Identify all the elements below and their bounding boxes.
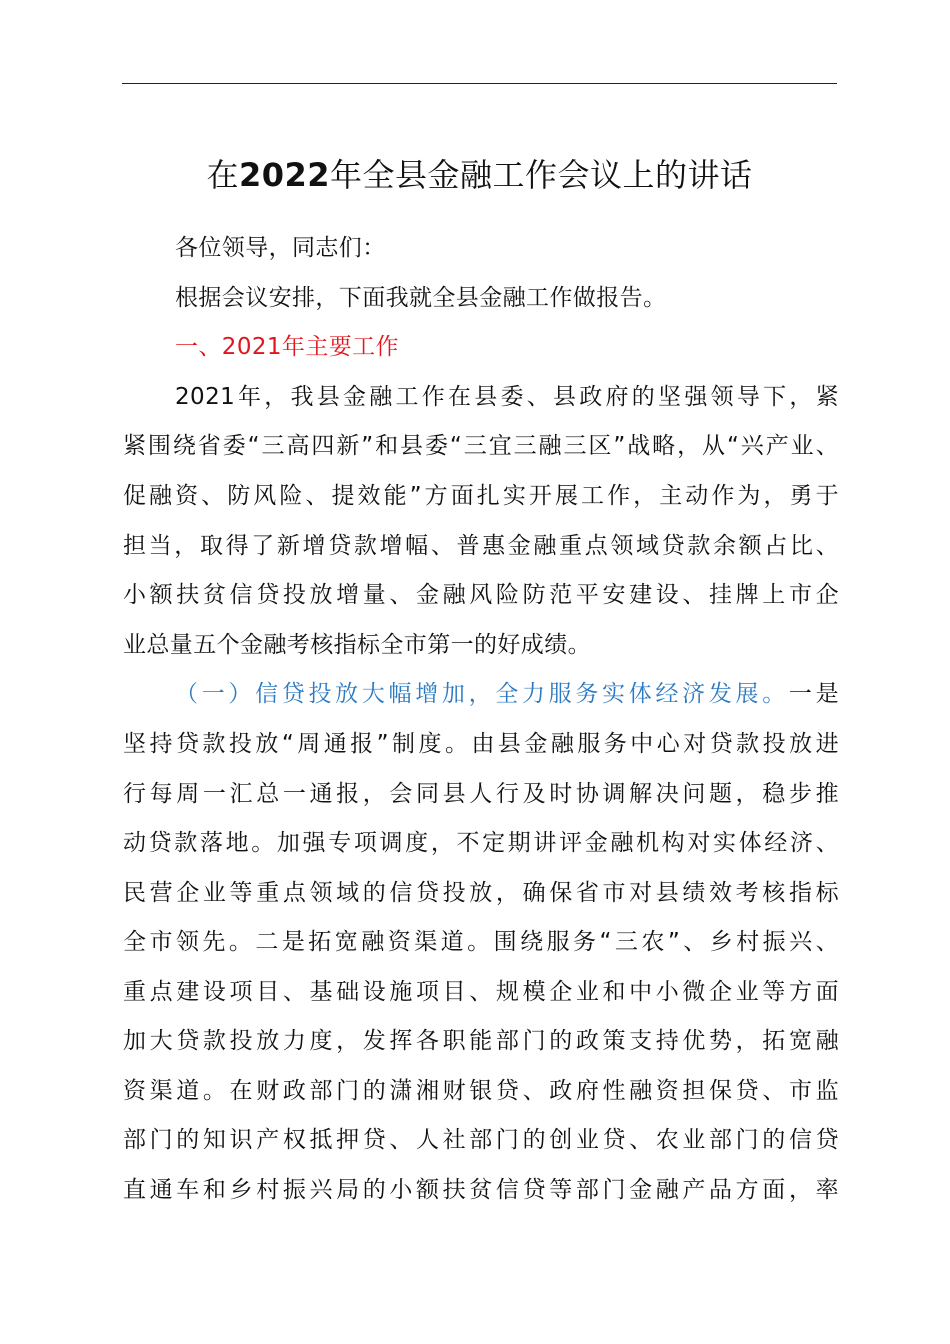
section-heading-1: 一、2021年主要工作 [175,334,399,360]
paragraph-1-line: 业总量五个金融考核指标全市第一的好成绩。 [123,632,591,658]
paragraph-2-line: 民营企业等重点领域的信贷投放，确保省市对县绩效考核指标 [123,880,839,906]
paragraph-2-line: 行每周一汇总一通报，会同县人行及时协调解决问题，稳步推 [123,781,839,807]
paragraph-1-line: 小额扶贫信贷投放增量、金融风险防范平安建设、挂牌上市企 [123,582,839,608]
paragraph-2-line: 重点建设项目、基础设施项目、规模企业和中小微企业等方面 [123,979,839,1005]
header-rule [122,83,837,84]
paragraph-2-line: 全市领先。二是拓宽融资渠道。围绕服务“三农”、乡村振兴、 [123,929,839,955]
paragraph-1-line: 担当，取得了新增贷款增幅、普惠金融重点领域贷款余额占比、 [123,533,839,559]
intro-paragraph: 根据会议安排，下面我就全县金融工作做报告。 [175,285,667,311]
paragraph-2-line: 部门的知识产权抵押贷、人社部门的创业贷、农业部门的信贷 [123,1127,839,1153]
paragraph-2-line: 资渠道。在财政部门的潇湘财银贷、政府性融资担保贷、市监 [123,1078,839,1104]
subsection-heading-line [175,670,839,720]
subsection-heading-1: （一）信贷投放大幅增加，全力服务实体经济发展。 [175,681,789,707]
paragraph-1-line: 紧围绕省委“三高四新”和县委“三宜三融三区”战略，从“兴产业、 [123,433,839,459]
paragraph-2-line: 动贷款落地。加强专项调度，不定期讲评金融机构对实体经济、 [123,830,839,856]
paragraph-2-line: 直通车和乡村振兴局的小额扶贫信贷等部门金融产品方面，率 [123,1177,839,1203]
document-title [122,148,837,202]
paragraph-2-line: 加大贷款投放力度，发挥各职能部门的政策支持优势，拓宽融 [123,1028,839,1054]
title-prefix: 在 [206,156,239,194]
greeting: 各位领导，同志们： [175,235,386,261]
title-year: 2022 [238,156,331,194]
subsection-line-tail: 一是 [788,681,839,707]
paragraph-1-line: 2021年，我县金融工作在县委、县政府的坚强领导下，紧 [175,384,839,410]
paragraph-2-line: 坚持贷款投放“周通报”制度。由县金融服务中心对贷款投放进 [123,731,839,757]
paragraph-1-line: 促融资、防风险、提效能”方面扎实开展工作，主动作为，勇于 [123,483,839,509]
title-suffix: 年全县金融工作会议上的讲话 [330,156,753,194]
